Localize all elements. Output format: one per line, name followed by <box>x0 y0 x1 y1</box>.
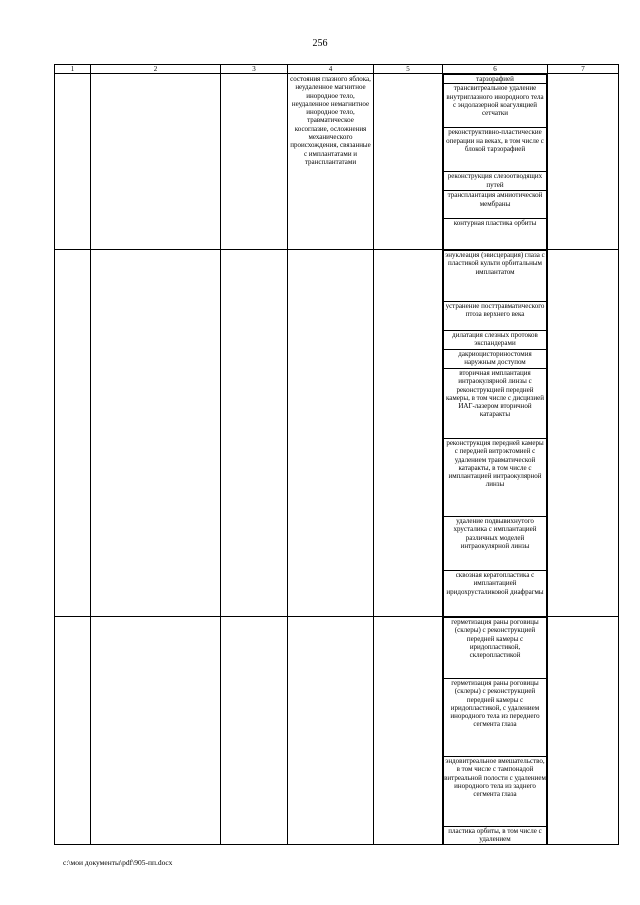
treatment-item: реконструкция передней камеры с передней витрэктомией с удалением травматической катаракты, в том числе с имплантацией интраокулярной линзы <box>444 439 547 517</box>
table-cell <box>55 250 91 617</box>
table-row <box>55 74 619 250</box>
header-cell: 7 <box>548 65 619 74</box>
table-cell <box>91 617 221 845</box>
table-cell <box>221 250 288 617</box>
diagnosis-cell <box>288 617 374 845</box>
treatment-item: дилатация слезных протоков экспандерами <box>444 331 547 350</box>
treatment-item: сквозная кератопластика с имплантацией иридохрусталиковой диафрагмы <box>444 571 547 617</box>
treatment-item: герметизация раны роговицы (склеры) с реконструкцией передней камеры с иридопластикой, склеропластикой <box>444 618 547 679</box>
header-row <box>55 65 619 74</box>
treatment-cell <box>443 250 548 617</box>
treatment-item: тарзорафией <box>444 75 547 84</box>
header-cell: 2 <box>91 65 221 74</box>
header-cell: 1 <box>55 65 91 74</box>
table-cell <box>221 617 288 845</box>
table-cell <box>374 250 443 617</box>
table-cell <box>55 74 91 250</box>
treatment-item: герметизация раны роговицы (склеры) с реконструкцией передней камеры с иридопластикой, с удалением инородного тела из переднего сегмента глаза <box>444 679 547 757</box>
header-cell: 5 <box>374 65 443 74</box>
table-cell <box>374 74 443 250</box>
procedures-table <box>54 64 619 845</box>
treatment-cell <box>443 74 548 250</box>
treatment-item: реконструкция слезоотводящих путей <box>444 172 547 191</box>
treatment-item: устранение посттравматического птоза верхнего века <box>444 302 547 331</box>
table-cell <box>221 74 288 250</box>
treatment-item: трансвитреальное удаление внутриглазного инородного тела с эндолазерной коагуляцией сетчатки <box>444 84 547 128</box>
footer-file-path: c:\мои документы\pdf\905-пп.docx <box>63 858 173 867</box>
treatment-cell <box>443 617 548 845</box>
header-cell: 4 <box>288 65 374 74</box>
header-cell: 6 <box>443 65 548 74</box>
table-cell <box>548 74 619 250</box>
treatment-item: дакриоцисториностомия наружным доступом <box>444 350 547 369</box>
page-number: 256 <box>312 38 328 49</box>
treatment-item: контурная пластика орбиты <box>444 219 547 249</box>
table-cell <box>91 250 221 617</box>
table-row <box>55 617 619 845</box>
treatment-item: пластика орбиты, в том числе с удалением <box>444 827 547 844</box>
treatment-item: удаление подвывихнутого хрусталика с имплантацией различных моделей интраокулярной линзы <box>444 517 547 571</box>
treatment-item: реконструктивно-пластические операции на веках, в том числе с блокой тарзорафией <box>444 128 547 172</box>
table-cell <box>374 617 443 845</box>
header-cell: 3 <box>221 65 288 74</box>
table-cell <box>548 617 619 845</box>
table-cell <box>91 74 221 250</box>
treatment-item: эндовитреальное вмешательство, в том числе с тампонадой витреальной полости с удалением инородного тела из заднего сегмента глаза <box>444 757 547 827</box>
table-cell <box>548 250 619 617</box>
table-row <box>55 250 619 617</box>
diagnosis-cell: состояния глазного яблока, неудаленное магнитное инородное тело, неудаленное немагнитное инородное тело, травматическое косоглазие, осложнения механического происхождения, связанные с имплантатами и трансплантатами <box>288 74 374 250</box>
treatment-item: энуклеация (эвисцерация) глаза с пластикой культи орбитальным имплантатом <box>444 251 547 302</box>
treatment-item: трансплантация амниотической мембраны <box>444 191 547 219</box>
treatment-item: вторичная имплантация интраокулярной линзы с реконструкцией передней камеры, в том числе с дисцизией ИАГ-лазером вторичной катаракты <box>444 369 547 439</box>
diagnosis-cell <box>288 250 374 617</box>
table-cell <box>55 617 91 845</box>
